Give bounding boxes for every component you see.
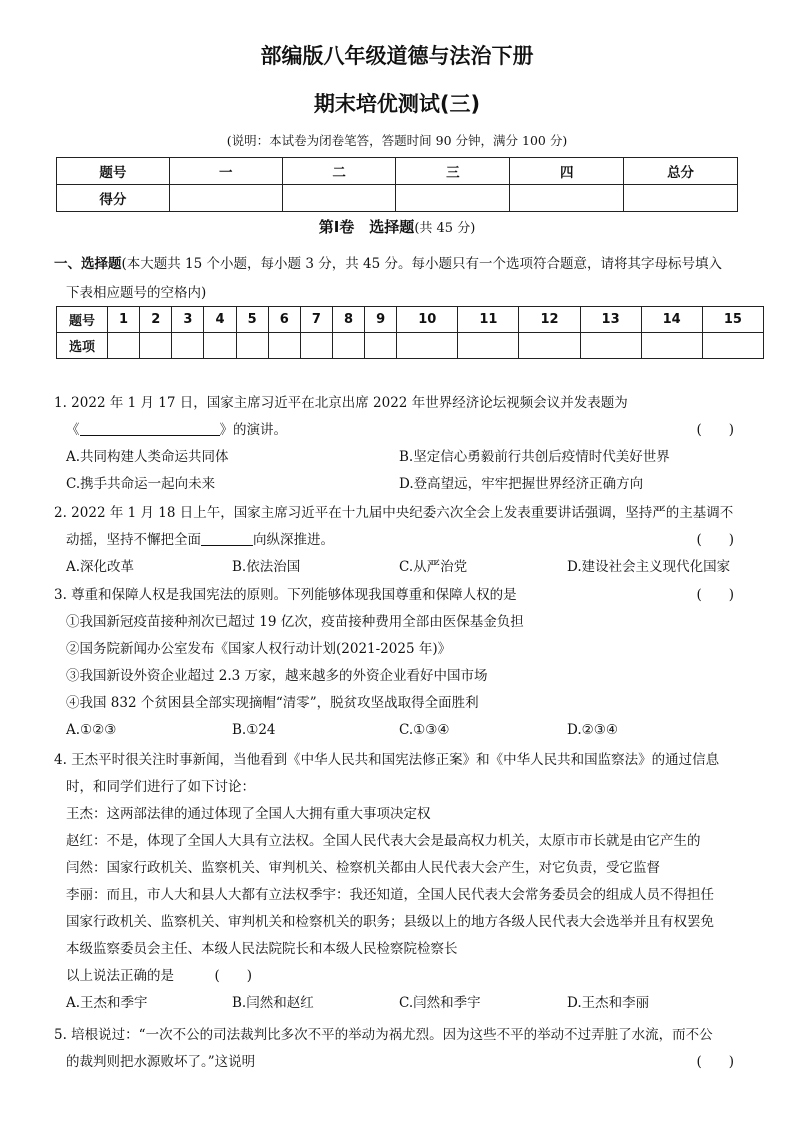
question-4-option-d[interactable]: D.王杰和李丽 — [567, 995, 650, 1011]
answer-number: 1 — [108, 307, 140, 333]
section-points: (共 45 分) — [414, 221, 476, 236]
part-one-instructions — [54, 250, 744, 308]
question-4-statement-wangjie: 王杰：这两部法律的通过体现了全国人大拥有重大事项决定权 — [66, 806, 431, 822]
answer-number: 7 — [300, 307, 332, 333]
score-cell[interactable] — [624, 185, 738, 212]
score-table-score-row — [57, 185, 738, 212]
question-2-option-d[interactable]: D.建设社会主义现代化国家 — [567, 559, 731, 575]
question-1-option-d[interactable]: D.登高望远，牢牢把握世界经济正确方向 — [399, 476, 644, 492]
score-header-cell: 总分 — [624, 158, 738, 185]
exam-title: 部编版八年级道德与法治下册 — [260, 44, 534, 68]
question-4-option-a[interactable]: A.王杰和季宇 — [66, 995, 148, 1011]
answer-number: 15 — [702, 307, 763, 333]
score-row-label: 得分 — [57, 185, 170, 212]
answer-number: 3 — [172, 307, 204, 333]
answer-cell[interactable] — [140, 333, 172, 359]
score-table-header-row — [57, 158, 738, 185]
score-cell[interactable] — [282, 185, 396, 212]
answer-number: 6 — [268, 307, 300, 333]
question-4-statement-zhaohong: 赵红：不是，体现了全国人大具有立法权。全国人民代表大会是最高权力机关，太原市市长就是由它产生的 — [66, 833, 701, 849]
question-3-answer-paren[interactable]: ( ) — [696, 587, 734, 603]
question-1-open-quote: 《 — [66, 422, 80, 438]
answer-cell[interactable] — [641, 333, 702, 359]
answer-cell[interactable] — [300, 333, 332, 359]
question-4-statement-yanran: 闫然：国家行政机关、监察机关、审判机关、检察机关都由人民代表大会产生，对它负责，受它监督 — [66, 860, 660, 876]
question-5-answer-paren[interactable]: ( ) — [696, 1054, 734, 1070]
question-1-option-a[interactable]: A.共同构建人类命运共同体 — [66, 449, 229, 465]
answer-number: 2 — [140, 307, 172, 333]
question-2-option-b[interactable]: B.依法治国 — [232, 559, 301, 575]
answer-cell[interactable] — [580, 333, 641, 359]
answer-number: 14 — [641, 307, 702, 333]
answer-number: 13 — [580, 307, 641, 333]
answer-row-label: 选项 — [57, 333, 108, 359]
question-5-stem-cont: 的裁判则把水源败坏了。”这说明 — [66, 1054, 256, 1070]
question-1-option-b[interactable]: B.坚定信心勇毅前行共创后疫情时代美好世界 — [399, 449, 670, 465]
question-2 — [54, 500, 744, 581]
answer-cell[interactable] — [458, 333, 519, 359]
question-3-statement-2: ②国务院新闻办公室发布《国家人权行动计划(2021-2025 年)》 — [66, 641, 452, 657]
question-2-option-c[interactable]: C.从严治党 — [399, 559, 468, 575]
score-header-cell: 四 — [510, 158, 624, 185]
question-4-option-b[interactable]: B.闫然和赵红 — [232, 995, 314, 1011]
question-2-stem: 2. 2022 年 1 月 18 日上午，国家主席习近平在十九届中央纪委六次全会上发表重要讲话强调，坚持严的主基调不 — [54, 505, 734, 521]
section-title: 第Ⅰ卷 选择题 — [318, 218, 415, 236]
question-3-options — [54, 717, 744, 744]
answer-cell[interactable] — [204, 333, 236, 359]
answer-cell[interactable] — [397, 333, 458, 359]
answer-number: 8 — [332, 307, 364, 333]
answer-number: 12 — [519, 307, 580, 333]
part-one-label: 一、选择题 — [54, 256, 122, 272]
question-3-option-a[interactable]: A.①②③ — [66, 722, 117, 738]
exam-instructions: (说明：本试卷为闭卷笔答，答题时间 90 分钟，满分 100 分) — [226, 133, 568, 148]
question-4-statement-lili: 李丽：而且，市人大和县人大都有立法权季宇：我还知道，全国人民代表大会常务委员会的组成人员不得担任 — [66, 887, 714, 903]
question-3-option-d[interactable]: D.②③④ — [567, 722, 618, 738]
question-1-options-row1 — [54, 444, 744, 471]
question-4-options — [54, 990, 744, 1017]
answer-number: 5 — [236, 307, 268, 333]
question-4-statement-cont-1: 国家行政机关、监察机关、审判机关和检察机关的职务；县级以上的地方各级人民代表大会选举并且有权罢免 — [66, 914, 714, 930]
score-header-cell: 二 — [282, 158, 396, 185]
question-1-stem: 1. 2022 年 1 月 17 日，国家主席习近平在北京出席 2022 年世界经济论坛视频会议并发表题为 — [54, 395, 628, 411]
score-cell[interactable] — [169, 185, 282, 212]
question-2-stem-post: 向纵深推进。 — [253, 532, 334, 548]
question-4-option-c[interactable]: C.闫然和季宇 — [399, 995, 481, 1011]
score-header-cell: 三 — [396, 158, 510, 185]
question-4-stem-cont: 时，和同学们进行了如下讨论： — [66, 779, 255, 795]
question-1-blank[interactable] — [80, 419, 220, 436]
question-3-stem-line — [54, 582, 744, 609]
answer-cell[interactable] — [519, 333, 580, 359]
question-3-option-c[interactable]: C.①③④ — [399, 722, 450, 738]
question-5-stem: 5. 培根说过：“一次不公的司法裁判比多次不平的举动为祸尤烈。因为这些不平的举动不过弄脏了水流，而不公 — [54, 1027, 713, 1043]
part-one-desc-cont: 下表相应题号的空格内) — [66, 285, 207, 301]
question-4-prompt[interactable]: 以上说法正确的是 ( ) — [66, 968, 253, 984]
section-heading — [0, 216, 794, 237]
score-header-cell: 题号 — [57, 158, 170, 185]
question-2-options — [54, 554, 744, 581]
question-4-stem: 4. 王杰平时很关注时事新闻，当他看到《中华人民共和国宪法修正案》和《中华人民共和国监察法》的通过信息 — [54, 752, 720, 768]
answer-cell[interactable] — [332, 333, 364, 359]
question-2-stem-pre: 动摇，坚持不懈把全面 — [66, 532, 201, 548]
question-3 — [54, 582, 744, 744]
question-4-statement-cont-2: 本级监察委员会主任、本级人民法院院长和本级人民检察院检察长 — [66, 941, 458, 957]
answer-cell[interactable] — [108, 333, 140, 359]
question-3-statement-4: ④我国 832 个贫困县全部实现摘帽“清零”，脱贫攻坚战取得全面胜利 — [66, 695, 479, 711]
question-2-stem-cont — [54, 527, 744, 554]
question-3-stem: 3. 尊重和保障人权是我国宪法的原则。下列能够体现我国尊重和保障人权的是 — [54, 587, 517, 603]
answer-cell[interactable] — [236, 333, 268, 359]
answer-table-number-row — [57, 307, 764, 333]
question-2-blank[interactable] — [201, 529, 253, 546]
answer-number: 9 — [365, 307, 397, 333]
answer-number: 4 — [204, 307, 236, 333]
answer-number: 11 — [458, 307, 519, 333]
answer-table — [56, 306, 764, 359]
question-1 — [54, 390, 744, 498]
question-1-answer-paren[interactable]: ( ) — [696, 422, 734, 438]
question-3-option-b[interactable]: B.①24 — [232, 722, 276, 738]
question-1-stem-cont — [54, 417, 744, 444]
question-4 — [54, 747, 744, 1017]
answer-cell[interactable] — [702, 333, 763, 359]
answer-cell[interactable] — [268, 333, 300, 359]
question-1-option-c[interactable]: C.携手共命运一起向未来 — [66, 476, 216, 492]
part-one-desc: (本大题共 15 个小题，每小题 3 分，共 45 分。每小题只有一个选项符合题意，请将其字母标号填入 — [121, 256, 722, 272]
answer-cell[interactable] — [172, 333, 204, 359]
question-1-options-row2 — [54, 471, 744, 498]
question-2-option-a[interactable]: A.深化改革 — [66, 559, 135, 575]
question-3-statement-1: ①我国新冠疫苗接种剂次已超过 19 亿次，疫苗接种费用全部由医保基金负担 — [66, 614, 524, 630]
score-cell[interactable] — [510, 185, 624, 212]
answer-table-choice-row — [57, 333, 764, 359]
answer-header-label: 题号 — [57, 307, 108, 333]
question-5-stem-cont-line — [54, 1049, 744, 1076]
exam-subtitle: 期末培优测试(三) — [313, 92, 481, 116]
question-1-close-quote: 》的演讲。 — [219, 422, 287, 438]
question-3-statement-3: ③我国新设外资企业超过 2.3 万家，越来越多的外资企业看好中国市场 — [66, 668, 488, 684]
answer-number: 10 — [397, 307, 458, 333]
answer-cell[interactable] — [365, 333, 397, 359]
question-5 — [54, 1022, 744, 1076]
score-cell[interactable] — [396, 185, 510, 212]
question-2-answer-paren[interactable]: ( ) — [696, 532, 734, 548]
score-header-cell: 一 — [169, 158, 282, 185]
score-table — [56, 157, 738, 212]
